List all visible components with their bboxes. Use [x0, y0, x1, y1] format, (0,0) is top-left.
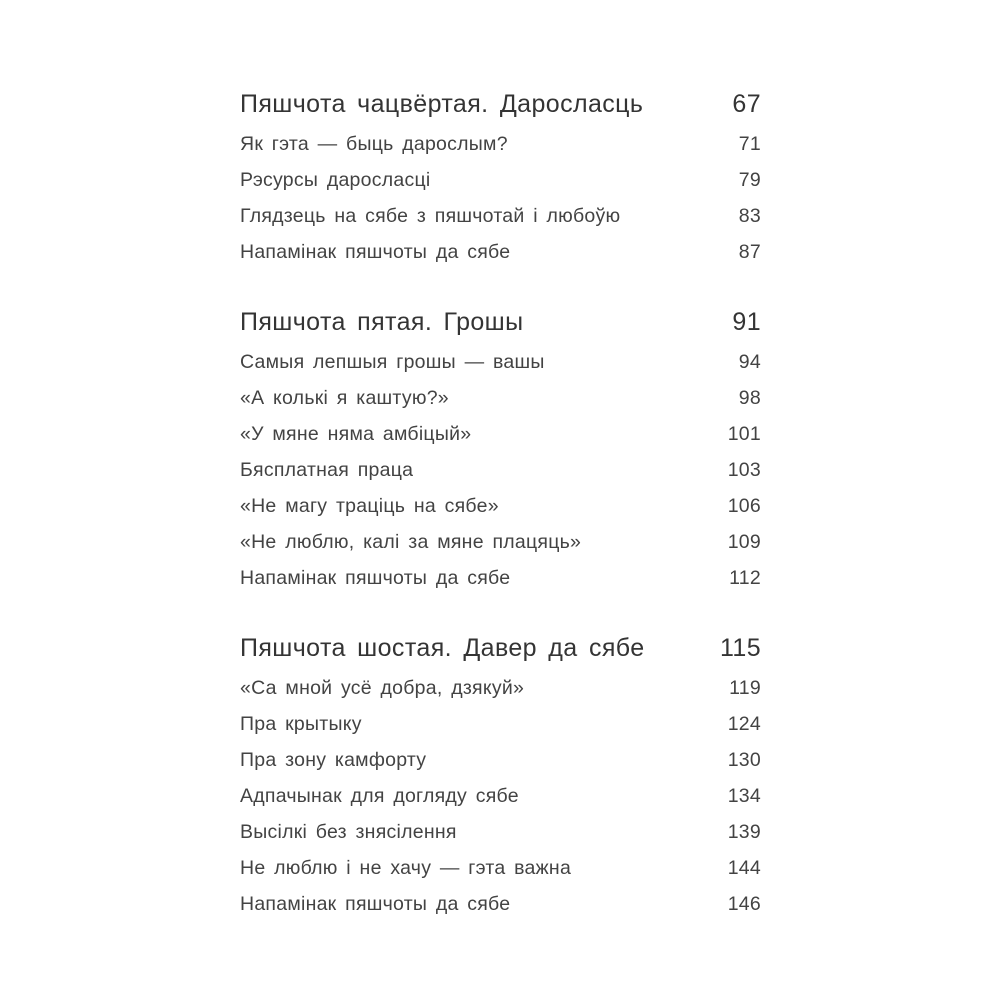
toc-entry [240, 162, 761, 198]
entry-page-number: 103 [727, 458, 761, 481]
toc-entry [240, 234, 761, 270]
entry-title: Пра крытыку [240, 712, 362, 735]
section-title: Пяшчота чацвёртая. Даросласць [240, 89, 644, 118]
entry-page-number: 71 [738, 132, 761, 155]
toc-section-heading [240, 628, 761, 668]
toc-entry [240, 344, 761, 380]
section-title: Пяшчота пятая. Грошы [240, 307, 524, 336]
entry-page-number: 134 [727, 784, 761, 807]
toc-section [240, 628, 761, 922]
entry-title: Не люблю і не хачу — гэта важна [240, 856, 572, 879]
entry-title: «Са мной усё добра, дзякуй» [240, 676, 525, 699]
entry-page-number: 109 [727, 530, 761, 553]
entry-page-number: 98 [738, 386, 761, 409]
toc-entry [240, 742, 761, 778]
entry-page-number: 94 [738, 350, 761, 373]
toc-entry [240, 778, 761, 814]
entry-title: Напамінак пяшчоты да сябе [240, 240, 511, 263]
toc-entry [240, 850, 761, 886]
entry-title: Высілкі без знясілення [240, 820, 457, 843]
toc-entry [240, 380, 761, 416]
toc-section [240, 84, 761, 270]
entry-title: Самыя лепшыя грошы — вашы [240, 350, 545, 373]
toc-entry [240, 488, 761, 524]
entry-page-number: 101 [727, 422, 761, 445]
entry-page-number: 139 [727, 820, 761, 843]
entry-title: Рэсурсы даросласці [240, 168, 431, 191]
toc-entry [240, 670, 761, 706]
entry-title: Адпачынак для догляду сябе [240, 784, 519, 807]
entry-title: «Не магу траціць на сябе» [240, 494, 499, 517]
entry-title: Як гэта — быць дарослым? [240, 132, 508, 155]
toc-entry [240, 198, 761, 234]
entry-page-number: 144 [727, 856, 761, 879]
entry-title: Пра зону камфорту [240, 748, 427, 771]
entry-title: Глядзець на сябе з пяшчотай і любоўю [240, 204, 621, 227]
entry-page-number: 112 [729, 566, 761, 589]
entry-page-number: 124 [727, 712, 761, 735]
toc-entry [240, 452, 761, 488]
entry-page-number: 106 [727, 494, 761, 517]
entry-page-number: 130 [727, 748, 761, 771]
toc-section-heading [240, 302, 761, 342]
table-of-contents [240, 84, 761, 922]
section-page-number: 67 [732, 89, 761, 118]
entry-title: Напамінак пяшчоты да сябе [240, 892, 511, 915]
section-page-number: 115 [719, 633, 761, 662]
section-title: Пяшчота шостая. Давер да сябе [240, 633, 645, 662]
entry-page-number: 87 [738, 240, 761, 263]
toc-entry [240, 126, 761, 162]
entry-page-number: 79 [738, 168, 761, 191]
entry-title: «А колькі я каштую?» [240, 386, 449, 409]
entry-page-number: 146 [727, 892, 761, 915]
entry-title: «У мяне няма амбіцый» [240, 422, 472, 445]
entry-title: «Не люблю, калі за мяне плацяць» [240, 530, 582, 553]
toc-section [240, 302, 761, 596]
toc-entry [240, 560, 761, 596]
entry-page-number: 119 [729, 676, 761, 699]
entry-title: Бясплатная праца [240, 458, 414, 481]
entry-title: Напамінак пяшчоты да сябе [240, 566, 511, 589]
toc-section-heading [240, 84, 761, 124]
toc-entry [240, 416, 761, 452]
toc-entry [240, 814, 761, 850]
toc-entry [240, 706, 761, 742]
entry-page-number: 83 [738, 204, 761, 227]
section-page-number: 91 [732, 307, 761, 336]
toc-entry [240, 886, 761, 922]
toc-entry [240, 524, 761, 560]
